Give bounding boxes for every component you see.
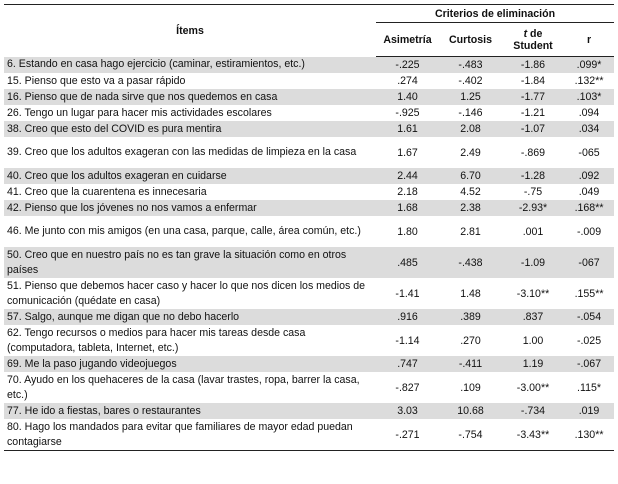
asimetria-cell: -.225 (376, 57, 439, 74)
item-cell: 62. Tengo recursos o medios para hacer mis tareas desde casa (computadora, tableta, Internet, etc.) (7, 326, 306, 354)
asimetria-cell: 3.03 (376, 403, 439, 419)
header-row-1 (4, 5, 614, 23)
r-cell: .049 (578, 186, 600, 198)
t-student-cell: -3.43** (502, 419, 564, 451)
item-cell: 80. Hago los mandados para evitar que familiares de mayor edad puedan contagiarse (4, 419, 376, 451)
table-row (4, 372, 614, 403)
table-row (4, 325, 614, 356)
curtosis-cell: .270 (460, 334, 481, 347)
r-cell: .132** (574, 75, 604, 87)
t-student-cell: 1.00 (522, 334, 544, 347)
header-t-rest: de Student (513, 27, 553, 52)
r-cell: .155** (574, 287, 604, 300)
item-cell: 40. Creo que los adultos exageran en cuidarse (4, 168, 376, 184)
asimetria-cell: 1.68 (376, 200, 439, 216)
asimetria-cell: -.827 (395, 381, 420, 394)
table-row (4, 121, 614, 137)
r-cell: .130** (564, 419, 614, 451)
header-asimetria: Asimetría (376, 23, 439, 57)
r-cell: -.025 (576, 334, 602, 347)
item-cell: 51. Pienso que debemos hacer caso y hacer lo que nos dicen los medios de comunicación (quédate en casa) (7, 279, 366, 307)
curtosis-cell: 2.08 (439, 121, 502, 137)
table-body (4, 57, 614, 451)
item-cell: 15. Pienso que esto va a pasar rápido (7, 74, 186, 87)
t-student-cell: -3.00** (516, 381, 550, 394)
curtosis-cell: 1.25 (439, 89, 502, 105)
asimetria-cell: 1.80 (397, 225, 418, 238)
r-cell: .094 (578, 107, 600, 119)
t-student-cell: -3.10** (516, 287, 550, 300)
r-cell: .103* (564, 89, 614, 105)
curtosis-cell: -.483 (439, 57, 502, 74)
table-row (4, 356, 614, 372)
item-cell: 38. Creo que esto del COVID es pura mentira (4, 121, 376, 137)
table-row (4, 73, 614, 89)
t-student-cell: 1.19 (502, 356, 564, 372)
asimetria-cell: .485 (376, 247, 439, 278)
r-cell: .099* (564, 57, 614, 74)
item-cell: 42. Pienso que los jóvenes no nos vamos a enfermar (4, 200, 376, 216)
header-curtosis: Curtosis (439, 23, 502, 57)
item-cell: 50. Creo que en nuestro país no es tan grave la situación como en otros países (4, 247, 376, 278)
table-row (4, 278, 614, 309)
t-student-cell: -2.93* (502, 200, 564, 216)
curtosis-cell: -.146 (458, 107, 483, 119)
curtosis-cell: .389 (439, 309, 502, 325)
item-cell: 70. Ayudo en los quehaceres de la casa (lavar trastes, ropa, barrer la casa, etc.) (7, 373, 360, 401)
curtosis-cell: .109 (460, 381, 481, 394)
t-student-cell: -1.21 (520, 107, 546, 119)
curtosis-cell: 6.70 (439, 168, 502, 184)
item-cell: 46. Me junto con mis amigos (en una casa, parque, calle, área común, etc.) (7, 225, 361, 237)
curtosis-cell: 2.81 (460, 225, 481, 238)
t-student-cell: -1.07 (502, 121, 564, 137)
item-cell: 57. Salgo, aunque me digan que no debo hacerlo (4, 309, 376, 325)
asimetria-cell: 1.40 (376, 89, 439, 105)
asimetria-cell: -.925 (395, 107, 420, 119)
asimetria-cell: .747 (376, 356, 439, 372)
table-row (4, 105, 614, 121)
asimetria-cell: -1.41 (395, 287, 420, 300)
asimetria-cell: 2.18 (397, 186, 418, 198)
table-row (4, 57, 614, 74)
item-cell: 69. Me la paso jugando videojuegos (4, 356, 376, 372)
item-cell: 6. Estando en casa hago ejercicio (caminar, estiramientos, etc.) (4, 57, 376, 74)
curtosis-cell: -.438 (439, 247, 502, 278)
header-r: r (564, 23, 614, 57)
table-row (4, 216, 614, 247)
r-cell: -067 (564, 247, 614, 278)
table-row (4, 168, 614, 184)
curtosis-cell: 2.49 (460, 146, 481, 159)
asimetria-cell: -.271 (376, 419, 439, 451)
asimetria-cell: -1.14 (395, 334, 420, 347)
item-cell: 26. Tengo un lugar para hacer mis actividades escolares (7, 106, 272, 119)
asimetria-cell: 2.44 (376, 168, 439, 184)
header-t-letter: t (523, 27, 528, 40)
r-cell: .019 (564, 403, 614, 419)
table-row (4, 200, 614, 216)
r-cell: -065 (578, 146, 600, 159)
table-row (4, 137, 614, 168)
item-cell: 77. He ido a fiestas, bares o restaurantes (4, 403, 376, 419)
t-student-cell: -1.86 (502, 57, 564, 74)
t-student-cell: -.75 (523, 186, 543, 198)
header-t-student (502, 23, 564, 57)
t-student-cell: -.734 (502, 403, 564, 419)
curtosis-cell: -.754 (439, 419, 502, 451)
criteria-table (4, 4, 614, 451)
table-row (4, 89, 614, 105)
asimetria-cell: 1.67 (397, 146, 418, 159)
t-student-cell: -1.09 (502, 247, 564, 278)
table-row (4, 247, 614, 278)
r-cell: .092 (564, 168, 614, 184)
r-cell: -.054 (564, 309, 614, 325)
curtosis-cell: 4.52 (460, 186, 481, 198)
item-cell: 16. Pienso que de nada sirve que nos quedemos en casa (4, 89, 376, 105)
header-items: Ítems (4, 5, 376, 57)
r-cell: -.009 (576, 225, 602, 238)
t-student-cell: -.869 (520, 146, 546, 159)
curtosis-cell: 2.38 (439, 200, 502, 216)
t-student-cell: .837 (502, 309, 564, 325)
curtosis-cell: -.402 (458, 75, 483, 87)
header-criterios: Criterios de eliminación (376, 5, 614, 23)
t-student-cell: .001 (522, 225, 544, 238)
table-row (4, 403, 614, 419)
item-cell: 41. Creo que la cuarentena es innecesaria (7, 185, 207, 198)
curtosis-cell: 10.68 (439, 403, 502, 419)
table-row (4, 309, 614, 325)
t-student-cell: -1.77 (502, 89, 564, 105)
r-cell: .034 (564, 121, 614, 137)
item-cell: 39. Creo que los adultos exageran con las medidas de limpieza en la casa (7, 146, 357, 158)
r-cell: .115* (577, 381, 601, 394)
curtosis-cell: -.411 (439, 356, 502, 372)
asimetria-cell: 1.61 (376, 121, 439, 137)
asimetria-cell: .274 (397, 75, 418, 87)
curtosis-cell: 1.48 (460, 287, 481, 300)
t-student-cell: -1.28 (502, 168, 564, 184)
table-row (4, 419, 614, 451)
table-row (4, 184, 614, 200)
asimetria-cell: .916 (376, 309, 439, 325)
r-cell: .168** (564, 200, 614, 216)
r-cell: -.067 (564, 356, 614, 372)
t-student-cell: -1.84 (520, 75, 546, 87)
